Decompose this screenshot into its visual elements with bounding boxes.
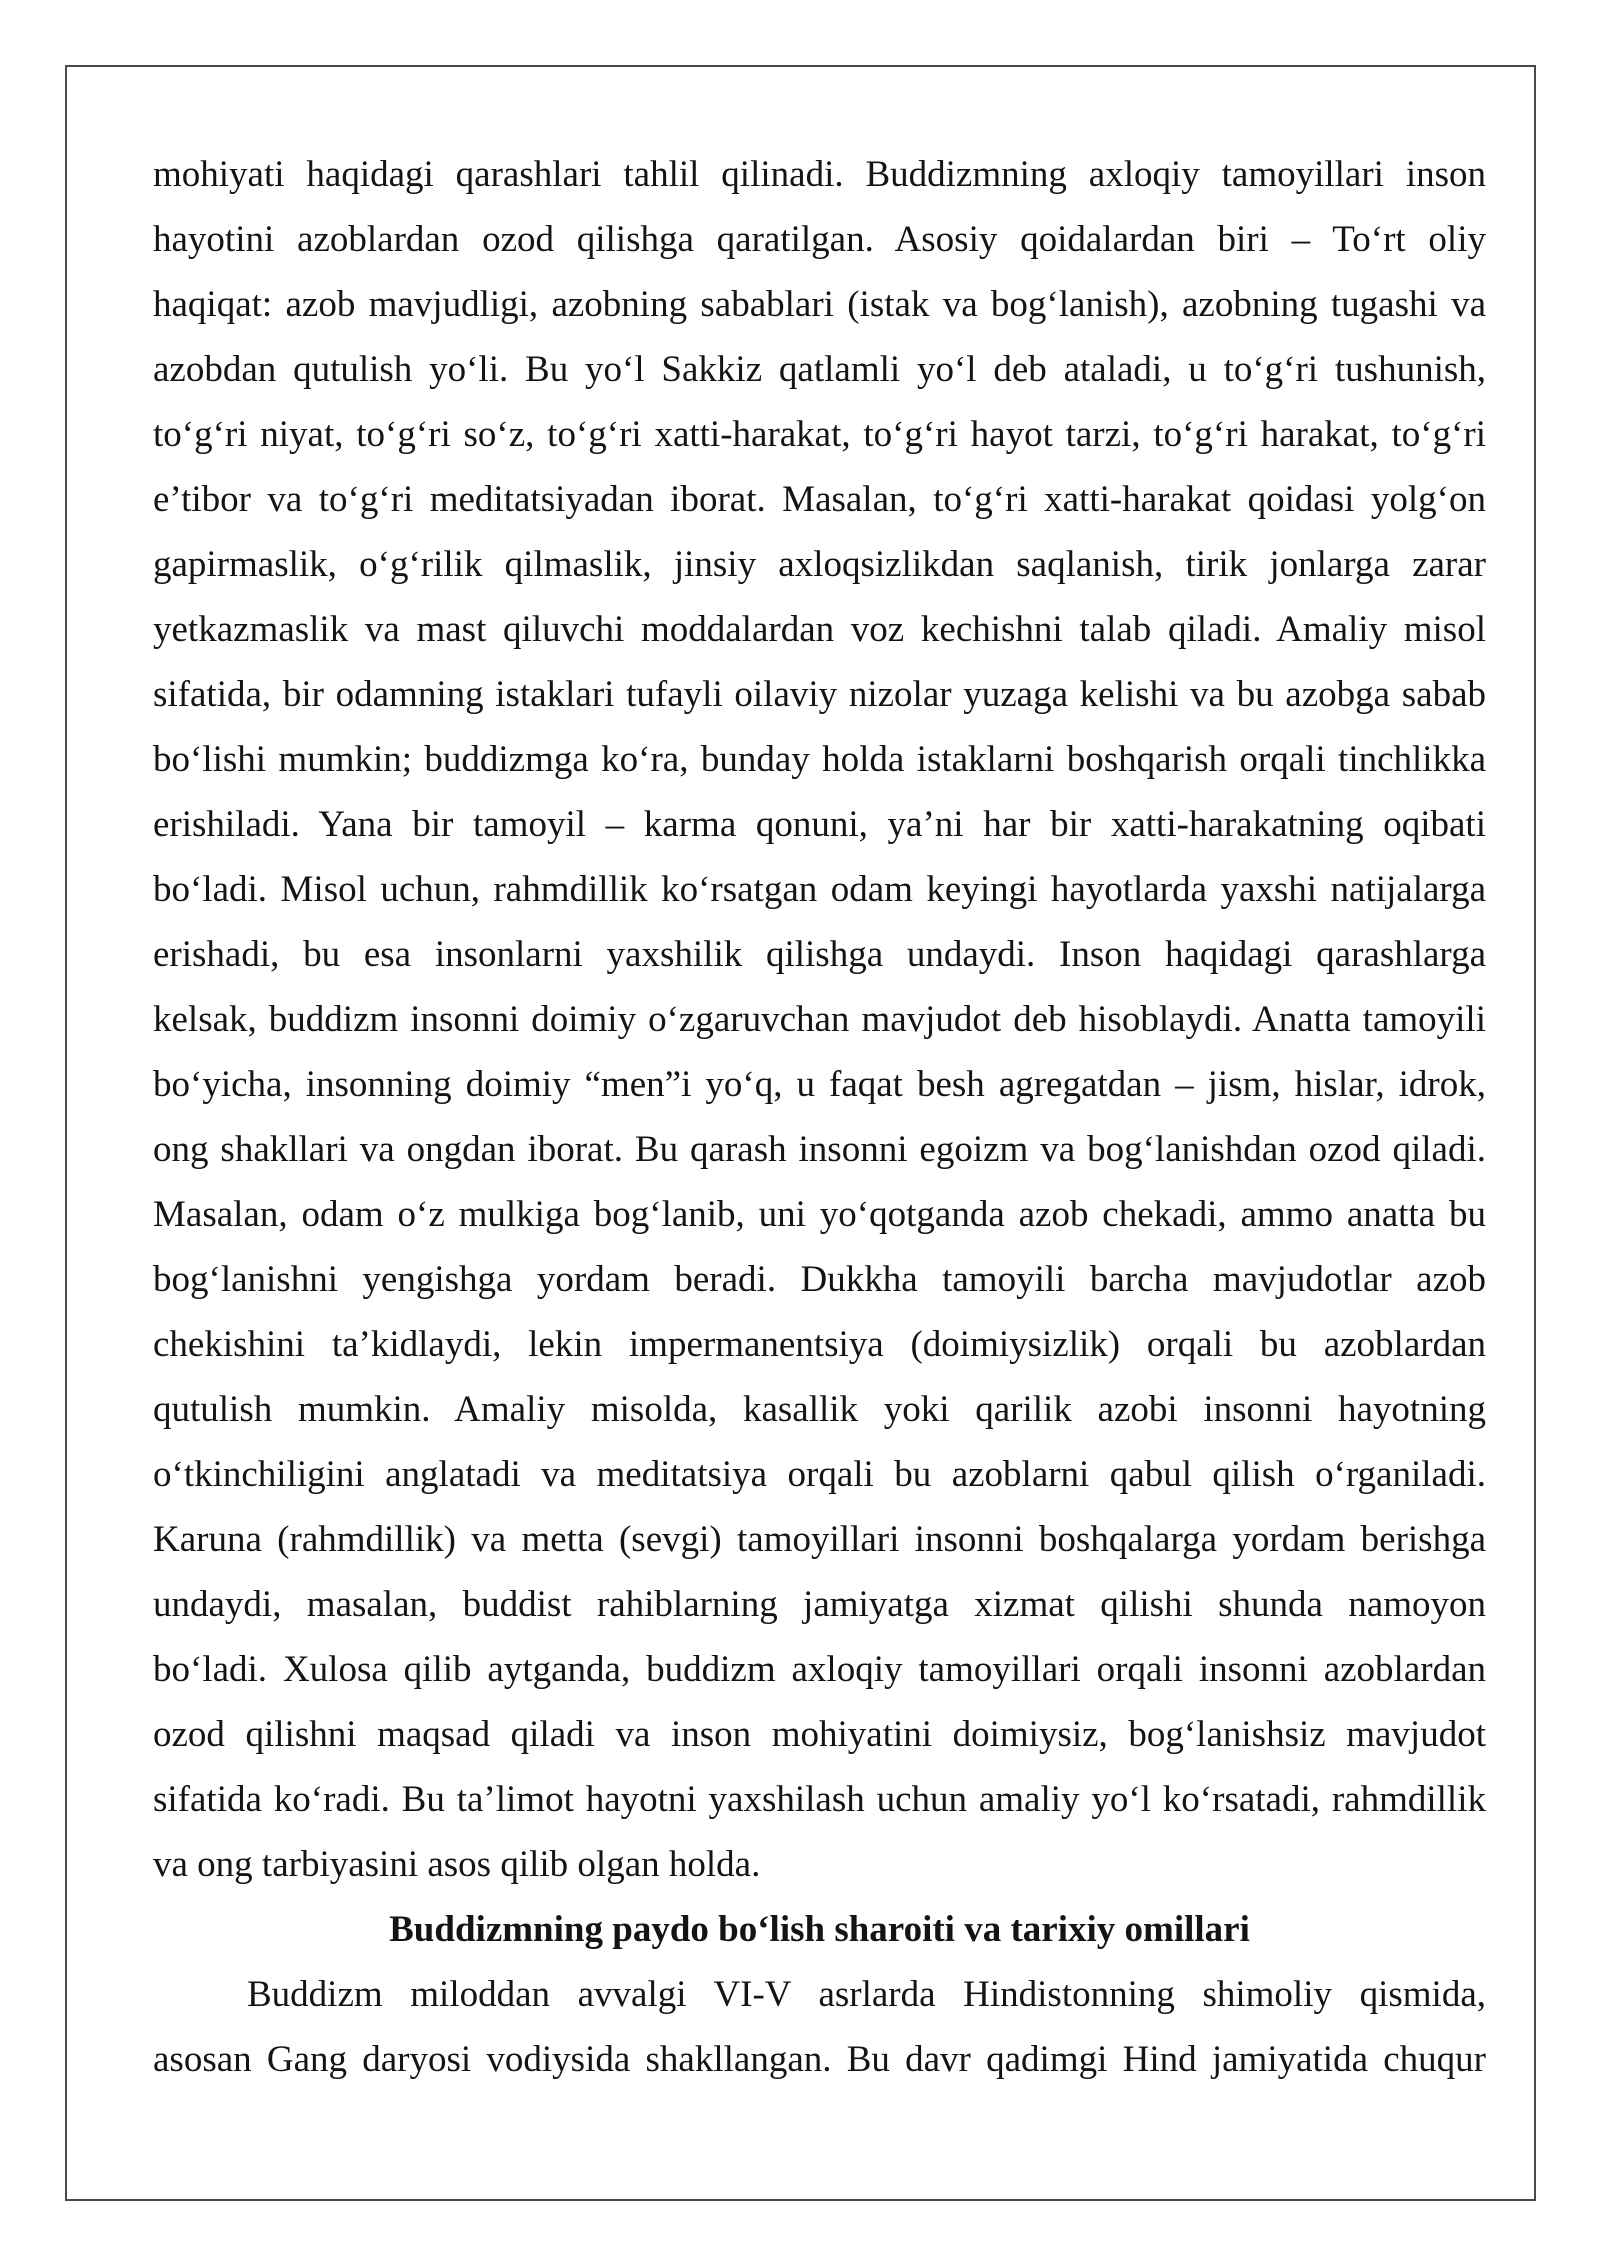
text-line: Masalan, odam o‘z mulkiga bog‘lanib, uni yo‘qotganda azob chekadi, ammo anatta bu	[153, 1194, 1486, 1235]
text-line: hayotini azoblardan ozod qilishga qaratilgan. Asosiy qoidalardan biri – To‘rt oliy	[153, 219, 1486, 260]
text-line: Buddizm miloddan avvalgi VI-V asrlarda Hindistonning shimoliy qismida,	[247, 1974, 1486, 2015]
text-line: o‘tkinchiligini anglatadi va meditatsiya orqali bu azoblarni qabul qilish o‘rganiladi.	[153, 1454, 1486, 1495]
text-line: erishiladi. Yana bir tamoyil – karma qonuni, ya’ni har bir xatti-harakatning oqibati	[153, 804, 1486, 845]
text-line: qutulish mumkin. Amaliy misolda, kasallik yoki qarilik azobi insonni hayotning	[153, 1389, 1486, 1430]
paragraph	[153, 142, 1486, 1897]
text-line: sifatida ko‘radi. Bu ta’limot hayotni yaxshilash uchun amaliy yo‘l ko‘rsatadi, rahmdillik	[153, 1779, 1486, 1820]
text-line: to‘g‘ri niyat, to‘g‘ri so‘z, to‘g‘ri xatti-harakat, to‘g‘ri hayot tarzi, to‘g‘ri harakat, to‘g‘ri	[153, 414, 1486, 455]
text-line: mohiyati haqidagi qarashlari tahlil qilinadi. Buddizmning axloqiy tamoyillari inson	[153, 154, 1486, 195]
text-line: ozod qilishni maqsad qiladi va inson mohiyatini doimiysiz, bog‘lanishsiz mavjudot	[153, 1714, 1486, 1755]
text-line: gapirmaslik, o‘g‘rilik qilmaslik, jinsiy axloqsizlikdan saqlanish, tirik jonlarga zarar	[153, 544, 1486, 585]
text-line: erishadi, bu esa insonlarni yaxshilik qilishga undaydi. Inson haqidagi qarashlarga	[153, 934, 1486, 975]
text-line: kelsak, buddizm insonni doimiy o‘zgaruvchan mavjudot deb hisoblaydi. Anatta tamoyili	[153, 999, 1486, 1040]
text-line: haqiqat: azob mavjudligi, azobning sabablari (istak va bog‘lanish), azobning tugashi va	[153, 284, 1486, 325]
text-line: bo‘yicha, insonning doimiy “men”i yo‘q, u faqat besh agregatdan – jism, hislar, idrok,	[153, 1064, 1486, 1105]
text-line: yetkazmaslik va mast qiluvchi moddalardan voz kechishni talab qiladi. Amaliy misol	[153, 609, 1486, 650]
text-line: bo‘lishi mumkin; buddizmga ko‘ra, bunday holda istaklarni boshqarish orqali tinchlikka	[153, 739, 1486, 780]
text-line: undaydi, masalan, buddist rahiblarning jamiyatga xizmat qilishi shunda namoyon	[153, 1584, 1486, 1625]
text-line: sifatida, bir odamning istaklari tufayli oilaviy nizolar yuzaga kelishi va bu azobga sabab	[153, 674, 1486, 715]
text-line: bo‘ladi. Misol uchun, rahmdillik ko‘rsatgan odam keyingi hayotlarda yaxshi natijalarga	[153, 869, 1486, 910]
text-line: chekishini ta’kidlaydi, lekin impermanentsiya (doimiysizlik) orqali bu azoblardan	[153, 1324, 1486, 1365]
document-body	[153, 142, 1486, 2092]
text-line: va ong tarbiyasini asos qilib olgan holda.	[153, 1844, 761, 1885]
text-line: bo‘ladi. Xulosa qilib aytganda, buddizm axloqiy tamoyillari orqali insonni azoblardan	[153, 1649, 1486, 1690]
section-heading: Buddizmning paydo bo‘lish sharoiti va tarixiy omillari	[389, 1909, 1250, 1950]
paragraph	[153, 1962, 1486, 2092]
text-line: asosan Gang daryosi vodiysida shakllangan. Bu davr qadimgi Hind jamiyatida chuqur	[153, 2039, 1486, 2080]
text-line: e’tibor va to‘g‘ri meditatsiyadan iborat. Masalan, to‘g‘ri xatti-harakat qoidasi yolg‘on	[153, 479, 1486, 520]
text-line: bog‘lanishni yengishga yordam beradi. Dukkha tamoyili barcha mavjudotlar azob	[153, 1259, 1486, 1300]
text-line: ong shakllari va ongdan iborat. Bu qarash insonni egoizm va bog‘lanishdan ozod qiladi.	[153, 1129, 1486, 1170]
text-line: azobdan qutulish yo‘li. Bu yo‘l Sakkiz qatlamli yo‘l deb ataladi, u to‘g‘ri tushunish,	[153, 349, 1486, 390]
text-line: Karuna (rahmdillik) va metta (sevgi) tamoyillari insonni boshqalarga yordam berishga	[153, 1519, 1486, 1560]
